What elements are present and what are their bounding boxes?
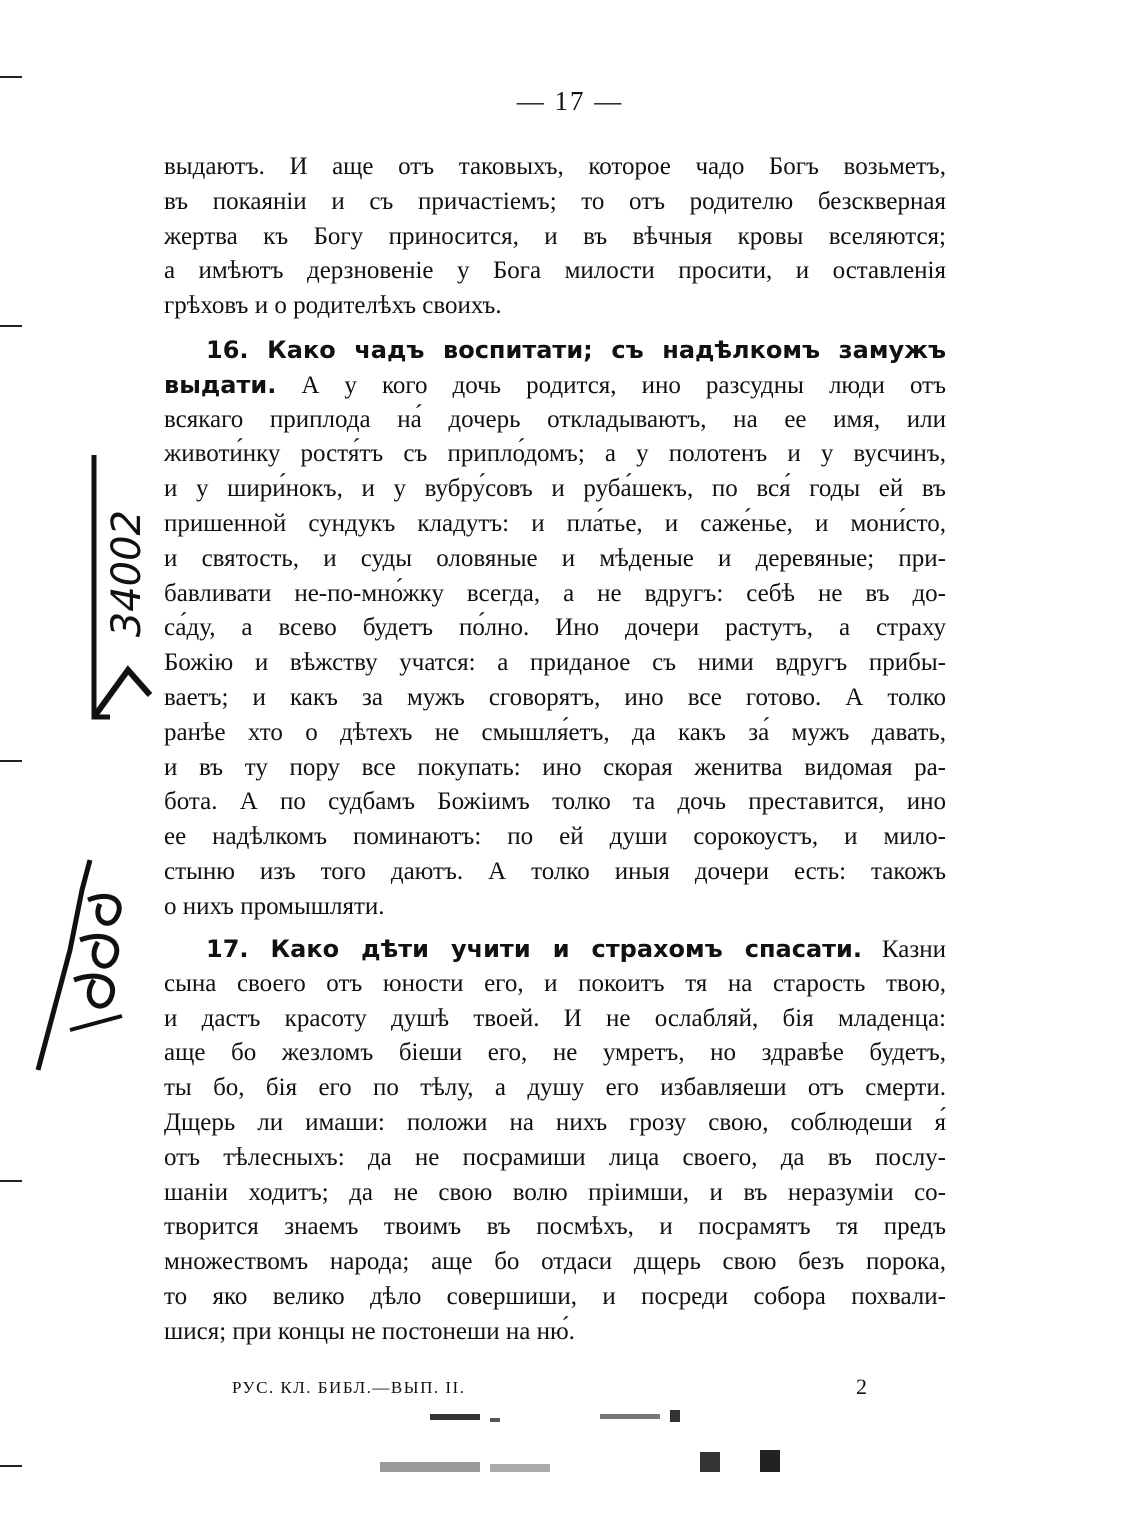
text-line: въ покаяніи и съ причастіемъ; то отъ родителю безскверная [164,187,946,215]
handwritten-signature-mark [30,830,130,1080]
text-line: пришенной сундукъ кладутъ: и пла́тье, и саже́нье, и мони́сто, [164,509,946,537]
heading-text: 16. Како чадъ воспитати; съ надѣлкомъ замужъ [206,336,946,364]
text-line: сына своего отъ юности его, и покоитъ тя на старость твою, [164,969,946,997]
printer-signature: РУС. КЛ. БИБЛ.—ВЫП. II. [232,1378,466,1397]
text-line: множествомъ народа; аще бо отдаси дщерь свою безъ порока, [164,1248,946,1276]
text-line: аще бо жезломъ біеши его, не умретъ, но здравѣе будетъ, [164,1039,946,1067]
text-line: бота. А по судбамъ Божіимъ толко та дочь преставится, ино [164,788,946,816]
text-line: всякаго приплода на́ дочерь откладываютъ, на ее имя, или [164,405,946,433]
text-line: о нихъ промышляти. [164,892,385,920]
text-line: то яко велико дѣло совершиши, и посреди собора похвали- [164,1282,946,1310]
paragraph-17 [164,932,946,1350]
text-line: бавливати не-по-мно́жку всегда, а не вдругъ: себѣ не въ до- [164,579,946,607]
text-line: отъ тѣлесныхъ: да не посрамиши лица своего, да въ послу- [164,1143,946,1171]
heading-text: 17. Како дѣти учити и страхомъ спасати. [206,935,862,963]
edge-mark [0,325,22,327]
stamp-number-text: 34002 [104,510,150,638]
text-line: и въ ту пору все покупать: ино скорая женитва видомая ра- [164,753,946,781]
text-line: а имѣютъ дерзновеніе у Бога милости просити, и оставленія [164,257,946,285]
text-line: Дщерь ли имаши: положи на нихъ грозу свою, соблюдеши я́ [164,1108,946,1136]
edge-mark [0,760,22,762]
text-line: и святость, и суды оловяные и мѣденые и деревяные; при- [164,544,946,572]
text-line: шися; при концы не постонеши на ню́. [164,1317,575,1345]
text-line: Божію и вѣжству учатся: а приданое съ ними вдругъ прибы- [164,649,946,677]
text-line: животи́нку ростя́тъ съ припло́домъ; а у полотенъ и у вусчинъ, [164,440,946,468]
section-heading-16 [164,333,946,368]
text-line: ранѣе хто о дѣтехъ не смышля́етъ, да какъ за́ мужъ давать, [164,718,946,746]
text-line: творится знаемъ твоимъ въ посмѣхъ, и посрамятъ тя предъ [164,1213,946,1241]
handwritten-inventory-number [88,455,158,750]
text-line: жертва къ Богу приносится, и въ вѣчныя кровы вселяются; [164,222,946,250]
edge-mark [0,1180,22,1182]
section-heading-17 [164,932,946,967]
sheet-number: 2 [856,1374,867,1399]
line-text: А у кого дочь родится, ино разсудны люди отъ [276,371,946,399]
paragraph-continuation [164,150,946,324]
text-line: стыню изъ того даютъ. А толко иныя дочери есть: такожъ [164,857,946,885]
text-line: са́ду, а всево будетъ по́лно. Ино дочери растутъ, а страху [164,614,946,642]
text-line [164,368,946,403]
text-line: шаніи ходитъ; да не свою волю пріимши, и въ неразуміи со- [164,1178,946,1206]
text-line: ее надѣлкомъ поминаютъ: по ей души сорокоустъ, и мило- [164,823,946,851]
edge-mark [0,76,22,78]
print-smudge-decoration [360,1400,810,1500]
heading-text-end: выдати. [164,370,277,399]
text-line: выдаютъ. И аще отъ таковыхъ, которое чадо Богъ возьметъ, [164,153,946,180]
edge-mark [0,1465,22,1467]
text-line: ваетъ; и какъ за мужъ сговорятъ, ино все готово. А толко [164,683,946,711]
line-text: Казни [862,936,947,963]
text-line: грѣховъ и о родителѣхъ своихъ. [164,292,502,320]
paragraph-16 [164,333,946,925]
text-line: и дастъ красоту душѣ твоей. И не ослабляй, бія младенца: [164,1004,946,1032]
page-number: — 17 — [516,86,624,116]
text-line: ты бо, бія его по тѣлу, а душу его избавляеши отъ смерти. [164,1074,946,1102]
text-line: и у шири́нокъ, и у вубру́совъ и руба́шекъ, по вся́ годы ей въ [164,475,946,503]
